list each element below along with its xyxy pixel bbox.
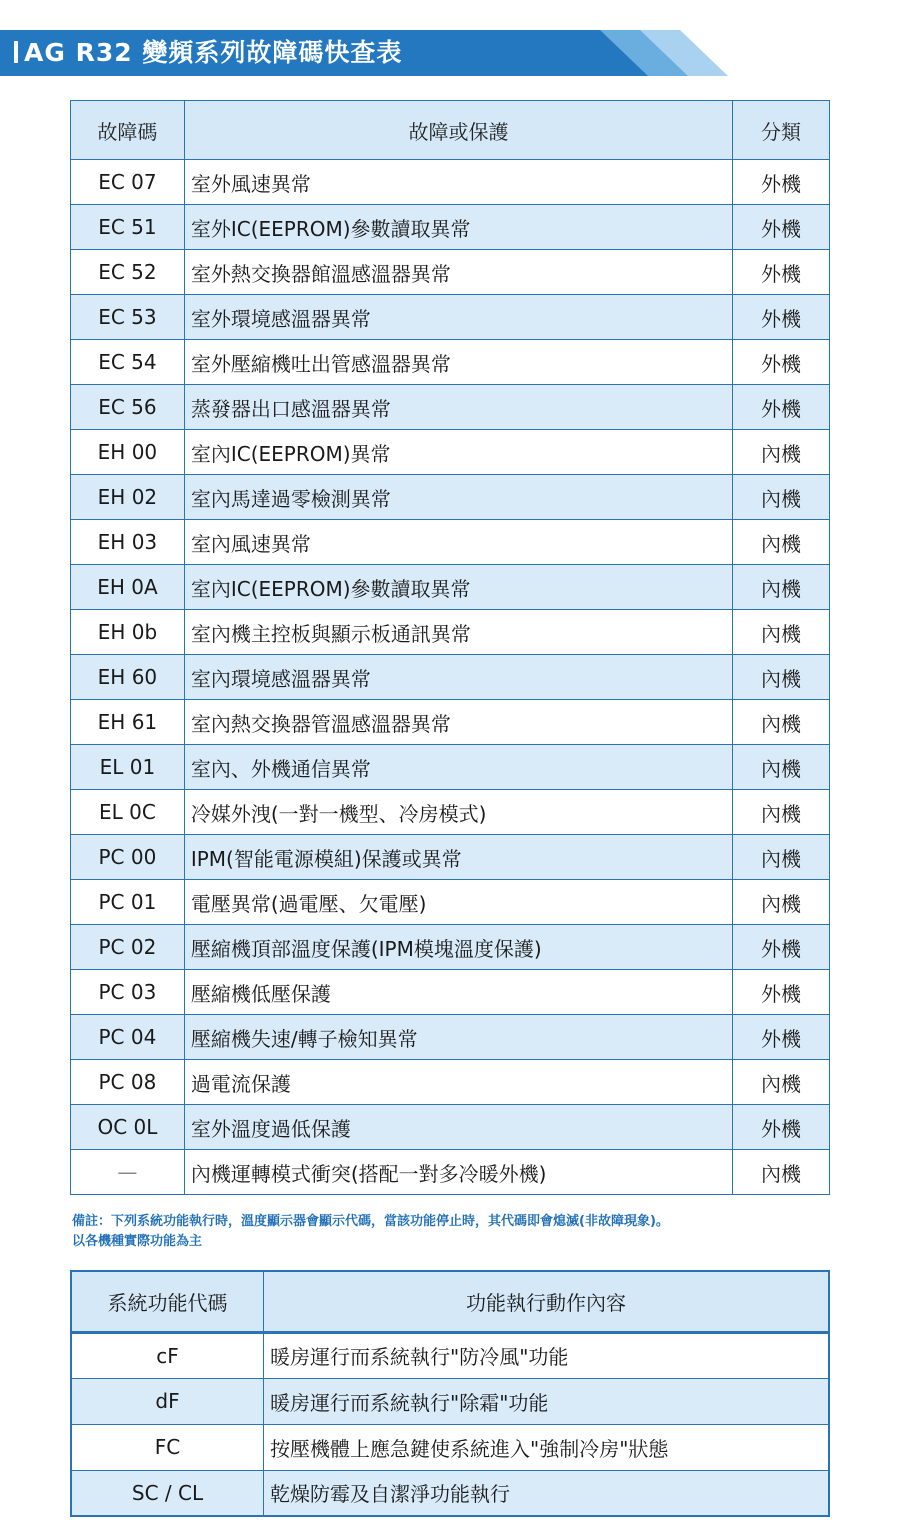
table-row: [71, 160, 830, 205]
table-row: [71, 925, 830, 970]
fault-type-cell: 內機: [733, 655, 830, 700]
fault-code-cell: EC 54: [71, 340, 185, 385]
header-desc: 故障或保護: [184, 101, 732, 160]
fault-type-cell: 內機: [733, 790, 830, 835]
table-row: [71, 1105, 830, 1150]
fault-code-cell: EH 60: [71, 655, 185, 700]
table-row: [71, 520, 830, 565]
fault-desc-cell: 室內風速異常: [184, 520, 732, 565]
fault-desc-cell: 室外風速異常: [184, 160, 732, 205]
fault-code-cell: EC 07: [71, 160, 185, 205]
table-row: [71, 340, 830, 385]
fault-desc-cell: 電壓異常(過電壓、欠電壓): [184, 880, 732, 925]
fault-type-cell: 外機: [733, 160, 830, 205]
fault-type-cell: 外機: [733, 970, 830, 1015]
fault-desc-cell: IPM(智能電源模組)保護或異常: [184, 835, 732, 880]
table-row: [71, 475, 830, 520]
fault-desc-cell: 室外熱交換器館溫感溫器異常: [184, 250, 732, 295]
table-row: [71, 205, 830, 250]
title-bar-mark: [14, 41, 18, 63]
header-function-code: 系統功能代碼: [71, 1271, 264, 1332]
page-title: AG R32 變頻系列故障碼快查表: [24, 38, 403, 67]
table-row: [71, 1332, 829, 1378]
fault-code-cell: EH 61: [71, 700, 185, 745]
table-row: [71, 1378, 829, 1424]
fault-type-cell: 外機: [733, 1105, 830, 1150]
function-code-cell: cF: [71, 1332, 264, 1378]
fault-type-cell: 內機: [733, 700, 830, 745]
fault-desc-cell: 冷媒外洩(一對一機型、冷房模式): [184, 790, 732, 835]
fault-type-cell: 內機: [733, 565, 830, 610]
fault-code-cell: PC 03: [71, 970, 185, 1015]
fault-type-cell: 內機: [733, 430, 830, 475]
fault-code-cell: EL 0C: [71, 790, 185, 835]
function-table-header: [71, 1271, 829, 1332]
note-line-1: 備註：下列系統功能執行時，溫度顯示器會顯示代碼，當該功能停止時，其代碼即會熄滅(非故障現象)。: [72, 1214, 669, 1229]
fault-code-cell: EH 02: [71, 475, 185, 520]
function-code-cell: FC: [71, 1424, 264, 1470]
fault-code-cell: EH 00: [71, 430, 185, 475]
fault-table-header: [71, 101, 830, 160]
fault-type-cell: 內機: [733, 520, 830, 565]
fault-desc-cell: 內機運轉模式衝突(搭配一對多冷暖外機): [184, 1150, 732, 1195]
fault-code-cell: PC 02: [71, 925, 185, 970]
fault-type-cell: 內機: [733, 835, 830, 880]
table-row: [71, 1150, 830, 1195]
table-row: [71, 385, 830, 430]
table-row: [71, 1060, 830, 1105]
function-code-table: [70, 1270, 830, 1517]
table-row: [71, 970, 830, 1015]
header-type: 分類: [733, 101, 830, 160]
fault-code-cell: EL 01: [71, 745, 185, 790]
fault-desc-cell: 壓縮機頂部溫度保護(IPM模塊溫度保護): [184, 925, 732, 970]
fault-desc-cell: 壓縮機低壓保護: [184, 970, 732, 1015]
fault-desc-cell: 室內熱交換器管溫感溫器異常: [184, 700, 732, 745]
table-row: [71, 1015, 830, 1060]
function-desc-cell: 乾燥防霉及自潔淨功能執行: [264, 1470, 830, 1516]
table-row: [71, 835, 830, 880]
table-row: [71, 250, 830, 295]
fault-type-cell: 外機: [733, 385, 830, 430]
fault-desc-cell: 室內、外機通信異常: [184, 745, 732, 790]
fault-code-cell: EH 03: [71, 520, 185, 565]
fault-desc-cell: 室外環境感溫器異常: [184, 295, 732, 340]
header-function-desc: 功能執行動作內容: [264, 1271, 830, 1332]
fault-code-cell: EC 56: [71, 385, 185, 430]
fault-code-cell: PC 00: [71, 835, 185, 880]
fault-type-cell: 內機: [733, 880, 830, 925]
function-desc-cell: 暖房運行而系統執行"防冷風"功能: [264, 1332, 830, 1378]
fault-desc-cell: 室外壓縮機吐出管感溫器異常: [184, 340, 732, 385]
fault-desc-cell: 壓縮機失速/轉子檢知異常: [184, 1015, 732, 1060]
fault-desc-cell: 過電流保護: [184, 1060, 732, 1105]
page-title-wrap: [14, 30, 402, 76]
function-desc-cell: 暖房運行而系統執行"除霜"功能: [264, 1378, 830, 1424]
fault-desc-cell: 室內IC(EEPROM)參數讀取異常: [184, 565, 732, 610]
fault-type-cell: 外機: [733, 925, 830, 970]
fault-desc-cell: 室外IC(EEPROM)參數讀取異常: [184, 205, 732, 250]
table-row: [71, 655, 830, 700]
fault-type-cell: 外機: [733, 340, 830, 385]
table-row: [71, 295, 830, 340]
table-row: [71, 880, 830, 925]
fault-code-cell: PC 04: [71, 1015, 185, 1060]
fault-desc-cell: 室內馬達過零檢測異常: [184, 475, 732, 520]
fault-type-cell: 外機: [733, 295, 830, 340]
table-row: [71, 1424, 829, 1470]
fault-type-cell: 內機: [733, 1060, 830, 1105]
fault-desc-cell: 室內IC(EEPROM)異常: [184, 430, 732, 475]
fault-desc-cell: 室內環境感溫器異常: [184, 655, 732, 700]
fault-type-cell: 外機: [733, 1015, 830, 1060]
table-row: [71, 745, 830, 790]
table-row: [71, 790, 830, 835]
fault-code-cell: EH 0b: [71, 610, 185, 655]
fault-type-cell: 外機: [733, 205, 830, 250]
table-row: [71, 1470, 829, 1516]
fault-type-cell: 內機: [733, 610, 830, 655]
fault-code-table: [70, 100, 830, 1195]
fault-type-cell: 外機: [733, 250, 830, 295]
function-code-cell: SC / CL: [71, 1470, 264, 1516]
fault-code-cell: EC 51: [71, 205, 185, 250]
table-row: [71, 430, 830, 475]
note: [72, 1212, 852, 1252]
table-row: [71, 610, 830, 655]
fault-code-cell: EH 0A: [71, 565, 185, 610]
fault-code-cell: —: [71, 1150, 185, 1195]
table-row: [71, 700, 830, 745]
header-code: 故障碼: [71, 101, 185, 160]
fault-type-cell: 內機: [733, 745, 830, 790]
fault-type-cell: 內機: [733, 1150, 830, 1195]
fault-desc-cell: 蒸發器出口感溫器異常: [184, 385, 732, 430]
title-banner: [0, 30, 740, 76]
function-code-cell: dF: [71, 1378, 264, 1424]
fault-code-cell: PC 01: [71, 880, 185, 925]
fault-code-cell: PC 08: [71, 1060, 185, 1105]
fault-desc-cell: 室外溫度過低保護: [184, 1105, 732, 1150]
note-line-2: 以各機種實際功能為主: [72, 1234, 203, 1249]
table-row: [71, 565, 830, 610]
fault-desc-cell: 室內機主控板與顯示板通訊異常: [184, 610, 732, 655]
fault-code-cell: EC 53: [71, 295, 185, 340]
fault-code-cell: OC 0L: [71, 1105, 185, 1150]
function-desc-cell: 按壓機體上應急鍵使系統進入"強制冷房"狀態: [264, 1424, 830, 1470]
fault-code-cell: EC 52: [71, 250, 185, 295]
fault-type-cell: 內機: [733, 475, 830, 520]
